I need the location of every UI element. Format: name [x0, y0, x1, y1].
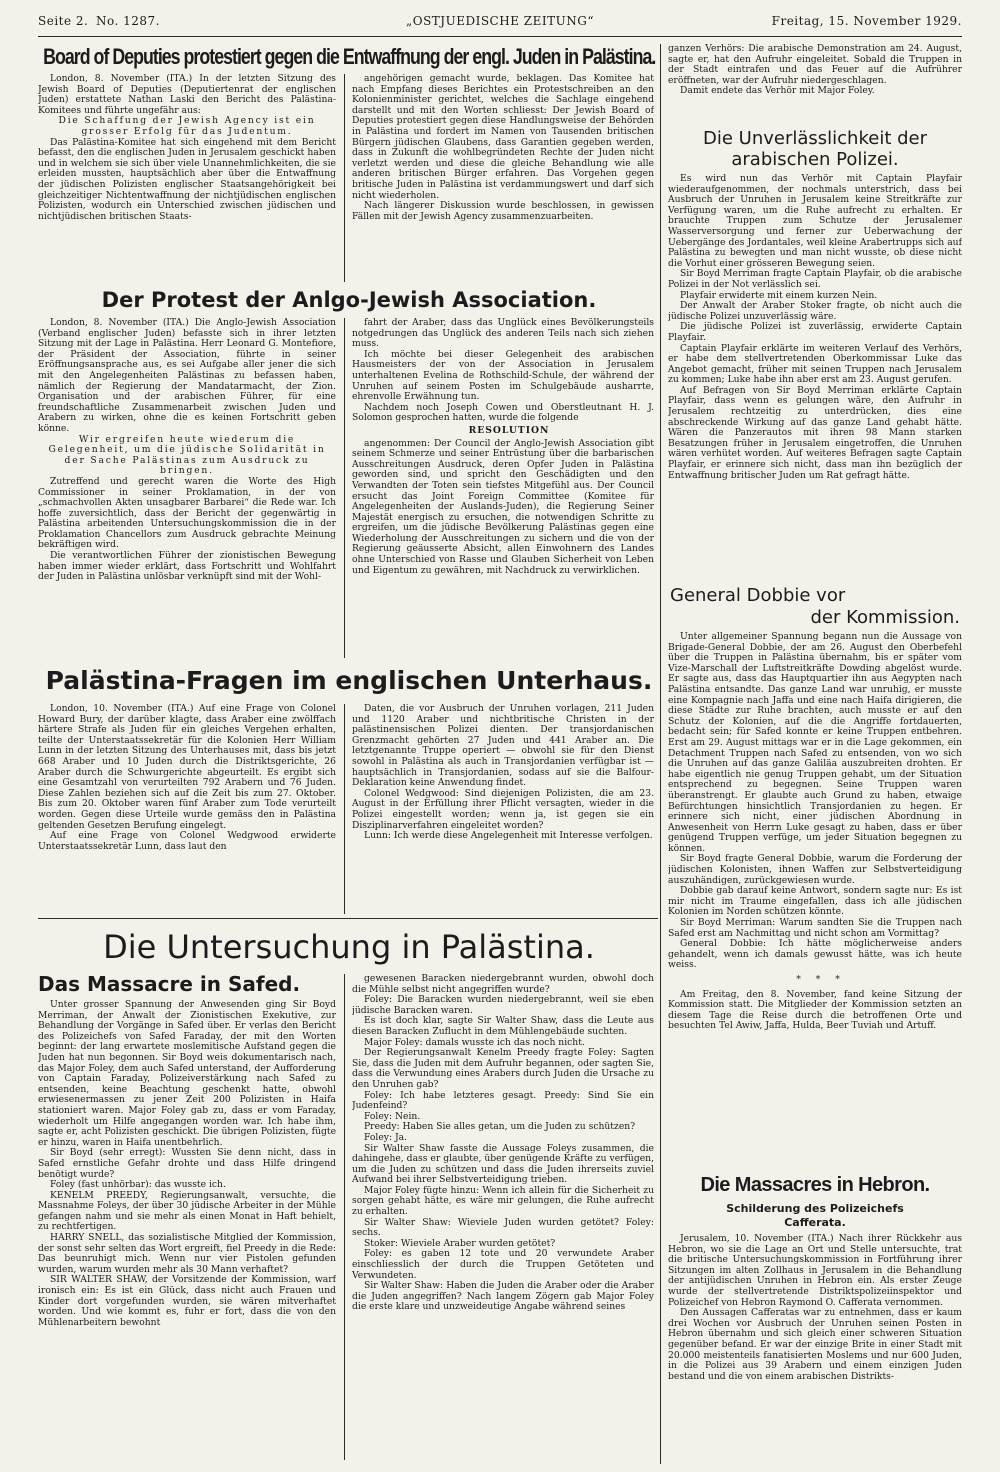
paragraph: Foley: es gaben 12 tote und 20 verwundete Araber einschliesslich der durch die Truppen Getöteten und Verwundeten. — [352, 1248, 654, 1281]
paragraph: Unter grosser Spannung der Anwesenden ging Sir Boyd Merriman, der Anwalt der Zionistischen Exekutive, zur Behandlung der Vorgänge in Safed über. Er verlas den Bericht des Polizeichefs von Safed Faraday, der mit den Worten beginnt: der lang erwartete moslemitische Aufstand gegen die Juden hat nun begonnen. Sir Boyd weis dokumentarisch nach, das Major Foley, dem auch Safed unterstand, der Aufforderung von Captain Faraday, Polizeiverstärkung nach Safed zu entsenden, keine Beachtung geschenkt hatte, obwohl erwiesenermassen zu jener Zeit 200 Polizisten in Haifa stationiert waren. Major Foley gab zu, dass er vom Faraday, wiederholt um Hilfe angegangen worden war. Ich habe ihm, sagte er, acht Polizisten geschickt. Die übrigen Polizisten, fügte er hinzu, waren in Haifa unentbehrlich. — [38, 1000, 336, 1148]
header-rule — [38, 36, 962, 37]
section-dots: * * * — [796, 974, 846, 985]
paragraph: Auf Befragen von Sir Boyd Merriman erklärte Captain Playfair, dass wenn es gelungen wäre, den Aufruhr in Jerusalem rechtzeitig zu unterdrücken, dies eine abschreckende Wirkung auf das ganze Land gehabt hätte. Wären die Panzerautos mit ihren 98 Mann starken Besatzungen früher in Jerusalem eingetroffen, die Unruhen wären verhütet worden. Auf weiteres Befragen sagte Captain Playfair, er erinnere sich nicht, dass man ihn bezüglich der Entwaffnung britischer Juden um Rat gefragt hätte. — [668, 384, 962, 481]
paragraph: Foley: Ich habe letzteres gesagt. Preedy: Sind Sie ein Judenfeind? — [352, 1089, 654, 1112]
paragraph: Dobbie gab darauf keine Antwort, sondern sagte nur: Es ist mir nicht im Traume eingefallen, dass ich alle jüdischen Kolonien im Norden schützen könnte. — [668, 885, 962, 918]
subhead-hebron-2: Cafferata. — [784, 1216, 846, 1229]
paragraph: Sir Walter Shaw: Wieviele Juden wurden getötet? Foley: sechs. — [352, 1216, 654, 1239]
article1-col2 — [352, 74, 654, 282]
column-rule-a3 — [344, 704, 345, 914]
right-body3 — [668, 632, 962, 1116]
article3-col2 — [352, 704, 654, 914]
paragraph: Sir Boyd Merriman: Warum sandten Sie die Truppen nach Safed erst am Nachmittag und nicht schon am Vormittag? — [668, 917, 962, 939]
paragraph: gewesenen Baracken niedergebrannt wurden, obwohl doch die Mühle selbst nicht angegriffen wurde? — [352, 974, 654, 995]
article4-col2 — [352, 974, 654, 1464]
column-rule-a1 — [344, 74, 345, 282]
right-body5 — [668, 1234, 962, 1464]
paragraph: Lunn: Ich werde diese Angelegenheit mit Interesse verfolgen. — [364, 830, 653, 842]
paragraph: Es wird nun das Verhör mit Captain Playfair wiederaufgenommen, der nochmals unterstrich, dass bei Ausbruch der Unruhen in Jerusalem keine Streitkräfte zur Verfügung waren, um die Ruhe aufrecht zu erhalten. Er brauchte Truppen zum Schutze der Jerusalemer Wasserversorgung und ferner zur Ueberwachung der Uebergänge des Jordantales, weil kleine Arabertrupps sich auf Palästina zu bewegten und man nicht wusste, ob diese nicht die Vorhut einer grösseren Bewegung seien. — [668, 174, 962, 269]
subhead-safed: Das Massacre in Safed. — [38, 972, 301, 996]
paragraph: Es ist doch klar, sagte Sir Walter Shaw, dass die Leute aus diesen Baracken Zuflucht in dem Mühlengebäude suchten. — [352, 1015, 654, 1037]
paragraph: Major Foley: damals wusste ich das noch nicht. — [364, 1036, 585, 1048]
paragraph: Nach längerer Diskussion wurde beschlossen, in gewissen Fällen mit der Jewish Agency zusammenzuarbeiten. — [352, 200, 654, 222]
paragraph: HARRY SNELL, das sozialistische Mitglied der Kommission, der sonst sehr selten das Wort ergreift, fiel Preedy in die Rede: Das beunruhigt mich. Wenn nur vier Pistolen gefunden wurden, warum wurden mehr als 30 Mann verhaftet? — [38, 1232, 336, 1275]
paragraph: Jerusalem, 10. November (ITA.) Nach ihrer Rückkehr aus Hebron, wo sie die Lage an Ort und Stelle untersuchte, trat die britische Untersuchungskommission in Fortführung ihrer Sitzungen im alten Zollhaus in Jerusalem in die Behandlung der antijüdischen Unruhen in Hebron ein. Als erster Zeuge wurde der stellvertretende Distriktspolizeiinspektor und Polizeichef von Hebron Raymond O. Cafferata vernommen. — [668, 1234, 962, 1308]
column-rule-a2 — [344, 318, 345, 658]
headline-anglo-jewish: Der Protest der Anlgo-Jewish Association. — [101, 288, 597, 312]
paragraph: Sir Boyd Merriman fragte Captain Playfair, ob die arabische Polizei in der Not verlässlich sei. — [668, 268, 962, 290]
paragraph: fahrt der Araber, dass das Unglück eines Bevölkerungsteils notgedrungen das Unglück des anderen Teils nach sich ziehen muss. — [352, 318, 654, 350]
paragraph: Preedy: Haben Sie alles getan, um die Juden zu schützen? — [364, 1121, 636, 1133]
headline-unterhaus: Palästina-Fragen im englischen Unterhaus. — [45, 666, 653, 695]
paragraph: Den Aussagen Cafferatas war zu entnehmen, dass er kaum drei Wochen vor Ausbruch der Unruhen seinen Posten in Hebron übernahm und sich gleich einer schweren Situation gegenüber befand. Er war der einzige Brite in einer Stadt mit 20.000 meistenteils fanatisierten Moslems und nur 600 Juden, in die Polizei aus 39 Arabern und einem einzigen Juden bestand und die von einem arabischen Distrikts- — [668, 1307, 962, 1382]
paragraph: Die verantwortlichen Führer der zionistischen Bewegung haben immer wieder erklärt, dass Fortschritt und Wohlfahrt der Juden in Palästina unlösbar verknüpft sind mit der Wohl- — [38, 550, 336, 583]
paragraph: Colonel Wedgwood: Sind diejenigen Polizisten, die am 23. August in der Erfüllung ihrer Pflicht versagten, wieder in die Polizei eingestellt worden; wenn ja, ist gegen sie ein Disziplinarverfahren eingeleitet worden? — [352, 787, 654, 831]
headline-board-of-deputies: Board of Deputies protestiert gegen die Entwaffnung der engl. Juden in Palästina. — [42, 44, 656, 69]
paragraph: Auf eine Frage von Colonel Wedgwood erwiderte Unterstaatssekretär Lunn, dass laut den — [38, 830, 336, 852]
paragraph: Der Regierungsanwalt Kenelm Preedy fragte Foley: Sagten Sie, dass die Juden mit dem Aufruhr begannen, oder sagten Sie, dass die Verwundung eines Arabers durch Juden die Ursache zu den Unruhen gab? — [352, 1047, 654, 1090]
paragraph: Daten, die vor Ausbruch der Unruhen vorlagen, 211 Juden und 1120 Araber und nichtbritische Christen in der palästinensischen Polizei dienten. Der transjordanischen Grenzmacht gehörten 27 Juden und 441 Araber an. Die letztgenannte Truppe operiert — obwohl sie für den Dienst sowohl in Palästina als auch in Transjordanien verfügbar ist — hauptsächlich in Transjordanien, sodass auf sie die Balfour-Deklaration keine Anwendung findet. — [352, 704, 654, 789]
paragraph: Playfair erwiderte mit einem kurzen Nein. — [680, 289, 878, 301]
paragraph: Zutreffend und gerecht waren die Worte des High Commissioner in seiner Proklamation, in der von „schmachvollen Akten unsagbarer Barbarei“ die Rede war. Ich hoffe zuversichtlich, dass der Bericht der gegenwärtig in Palästina arbeitenden Untersuchungskommission die in der Proklamation Chancellors zum Ausdruck gebrachte Meinung bekräftigen wird. — [38, 475, 336, 551]
paragraph: Foley: Ja. — [364, 1131, 408, 1143]
paragraph: Sir Walter Shaw: Haben die Juden die Araber oder die Araber die Juden angegriffen? Nach langem Zögern gab Major Foley die erste klare und unzweideutige Angabe während seines — [352, 1280, 654, 1313]
paragraph: Der Anwalt der Araber Stoker fragte, ob nicht auch die jüdische Polizei unzuverlässig wäre. — [668, 300, 962, 322]
paragraph: Die jüdische Polizei ist zuverlässig, erwiderte Captain Playfair. — [668, 321, 962, 343]
paragraph: Major Foley fügte hinzu: Wenn ich allein für die Sicherheit zu sorgen gehabt hätte, es wäre mir gelungen, die Ruhe aufrecht zu erhalten. — [352, 1184, 654, 1218]
paragraph: angehörigen gemacht wurde, beklagen. Das Komitee hat nach Empfang dieses Berichtes ein Protestschreiben an den Kolonienminister gerichtet, welches die Sachlage eingehend darstellt und mit den Worten schliesst: Der Jewish Board of Deputies protestiert gegen diese Handlungsweise der Behörden in Palästina und fordert im Namen von Tausenden britischen Bürgern jüdischen Glaubens, dass Garantien gegeben werden, dass in Zukunft die wohlbegründeten Rechte der Juden nicht verletzt werden und diese die gleiche Behandlung wie alle anderen britischen Bürger erfahren. Das Vorgehen gegen britische Juden in Palästina ist verdammungswert und darf sich nicht wiederholen. — [352, 74, 654, 201]
paragraph: General Dobbie: Ich hätte möglicherweise anders gehandelt, wenn ich damals gewusst hätte, was ich heute weiss. — [668, 938, 962, 971]
paragraph: Stoker: Wieviele Araber wurden getötet? — [364, 1237, 556, 1249]
paragraph: London, 8. November (ITA.) Die Anglo-Jewish Association (Verband englischer Juden) befasste sich in ihrer letzten Sitzung mit der Lage in Palästina. Herr Leonard G. Montefiore, der Präsident der Association, führte in seiner Eröffnungsansprache aus, es sei Aufgabe aller jener die sich mit den Angelegenheiten Palästinas zu befassen haben, nämlich der Regierung der Mandatarmacht, der Zion. Organisation und der arabischen Führer, für eine freundschaftliche Zusammenarbeit zwischen Juden und Arabern zu wirken, ohne die es keinen Fortschritt geben könne. — [38, 318, 336, 434]
paragraph: London, 8. November (ITA.) In der letzten Sitzung des Jewish Board of Deputies (Deputiertenrat der englischen Juden) erstattete Nathan Laski den Bericht des Palästina-Komitees und führte ungefähr aus: — [38, 74, 336, 116]
paragraph: Die Schaffung der Jewish Agency ist ein grosser Erfolg für das Judentum. — [58, 115, 316, 137]
paragraph: Sir Boyd fragte General Dobbie, warum die Forderung der jüdischen Kolonisten, ihnen Waffen zur Selbstverteidigung auszuhändigen, zurückgewiesen wurde. — [668, 853, 962, 886]
column-rule-right — [660, 44, 661, 1464]
paragraph: Am Freitag, den 8. November, fand keine Sitzung der Kommission statt. Die Mitglieder der Kommission setzten an diesem Tage die Reise durch die betroffenen Orte und besuchten Tel Awiw, Jaffa, Hulda, Beer Tuviah und Artuff. — [668, 988, 962, 1032]
paragraph: London, 10. November (ITA.) Auf eine Frage von Colonel Howard Bury, der darüber klagte, dass Araber eine zwölffach härtere Strafe als Juden für ein gleiches Vergehen erhalten, teilte der Unterstaatssekretär für die Kolonien Herr William Lunn in der letzten Sitzung des Unterhauses mit, dass bis jetzt 668 Araber und 10 Juden durch die Distriktsgerichte, 26 Araber durch die Schwurgerichte abgeurteilt. Es ergibt sich eine Gesamtzahl von verurteilten 792 Arabern und 76 Juden. Diese Zahlen beziehen sich auf die Zeit bis zum 27. Oktober. Bis zum 20. Oktober waren fünf Araber zum Tode verurteilt worden. Gegen diese Urteile wurde gemäss den in Palästina geltenden Gesetzen Berufung eingelegt. — [38, 704, 336, 831]
paragraph: Foley: Nein. — [364, 1110, 421, 1122]
paragraph: Sir Walter Shaw fasste die Aussage Foleys zusammen, die dahingehe, dass er glaubte, über genügende Kräfte zu verfügen, um die Juden zu schützen und dass die Juden ihrerseits zuviel Aufwand bei ihrer Selbstverteidigung trieben. — [352, 1142, 654, 1186]
resolution-label: RESOLUTION — [468, 424, 550, 436]
article1-col1 — [38, 74, 336, 282]
newspaper-title: „OSTJUEDISCHE ZEITUNG“ — [406, 14, 594, 28]
paragraph: ganzen Verhörs: Die arabische Demonstration am 24. August, sagte er, hat den Aufruhr eingeleitet. Sobald die Truppen in der Stadt eintrafen und das Feuer auf die Aufrührer eröffneten, war der Aufruhr niedergeschlagen. — [668, 44, 962, 86]
headline-dobbie-1: General Dobbie vor — [670, 585, 846, 606]
page-number: Seite 2. — [38, 14, 89, 28]
right-intro — [668, 44, 962, 126]
headline-untersuchung: Die Untersuchung in Palästina. — [103, 928, 595, 966]
paragraph: Ich möchte bei dieser Gelegenheit des arabischen Hausmeisters der von der Association in Jerusalem unterhaltenen Evelina de Rothschild-Schule, der während der Unruhen auf seinem Posten im Schulgebäude ausharrte, ehrenvolle Erwähnung tun. — [352, 348, 654, 403]
headline-unverlaesslichkeit: Die Unverlässlichkeit der arabischen Polizei. — [703, 128, 927, 170]
section-rule — [38, 918, 658, 919]
paragraph: Nachdem noch Joseph Cowen und Oberstleutnant H. J. Solomon gesprochen hatten, wurde die folgende — [352, 401, 654, 424]
paragraph: KENELM PREEDY, Regierungsanwalt, versuchte, die Massnahme Foleys, der über 30 jüdische Arbeiter in der Mühle gefangen nahm und sie mehr als einen Monat in Haft behielt, zu rechtfertigen. — [38, 1189, 336, 1233]
article2-col2 — [352, 318, 654, 658]
article2-col1 — [38, 318, 336, 658]
subhead-hebron-1: Schilderung des Polizeichefs — [726, 1202, 904, 1215]
paragraph: Das Palästina-Komitee hat sich eingehend mit dem Bericht befasst, den die englischen Juden in Jerusalem geschickt haben und in welchem sie sich über viele Unannehmlichkeiten, die sie erleiden mussten, hauptsächlich aber über die Entwaffnung der jüdischen Polizisten englischer Staatsangehörigkeit bei gleichzeitiger Nichtentwaffnung der nichtjüdischen englischen Polizisten, wodurch ein Unterschied zwischen jüdischen und nichtjüdischen britischen Staats- — [38, 136, 336, 222]
column-rule-a4 — [344, 974, 345, 1460]
paragraph: angenommen: Der Council der Anglo-Jewish Association gibt seinem Schmerze und seiner Entrüstung über die barbarischen Ausschreitungen Ausdruck, deren Opfer Juden in Palästina geworden sind, und spricht den Geschädigten und den Verwandten der Toten sein tiefstes Mitgefühl aus. Der Council ersucht das Joint Foreign Committee (Komitee für Angelegenheiten der Auslands-Juden), die Regierung Seiner Majestät energisch zu ersuchen, die notwendigen Schritte zu ergreifen, um die jüdische Bevölkerung Palästinas gegen eine Wiederholung der Ausschreitungen zu sichern und die von der Regierung geäusserte Absicht, allen Einwohnern des Landes ohne Unterschied von Rasse und Glauben Sicherheit von Leben und Eigentum zu gewähren, mit Nachdruck zu verwirklichen. — [352, 437, 654, 576]
paragraph: Unter allgemeiner Spannung begann nun die Aussage von Brigade-General Dobbie, der am 26. August den Oberbefehl über die Truppen in Palästina übernahm, bis er später vom Vize-Marschall der Luftstreitkräfte Dowding abgelöst wurde. Er sagte aus, dass das Hauptquartier ihn aus Aegypten nach Palästina entsandte. Das ganze Land war unruhig, er musste eine Kompagnie nach Jaffa und eine nach Haifa dirigieren, die diese Städte zur Ruhe brachten, auch musste er auf den Schutz der Kolonien, auf die die Angriffe fortdauerten, bedacht sein; für Safed konnte er keine Truppen entbehren. Erst am 29. August mittags war er in die Lage gekommen, ein Detachment Truppen nach Safed zu entsenden, von wo sich die Unruhen auf das ganze Galiläa auszubreiten drohten. Er habe eigentlich nie genug Truppen gehabt, um der Situation entsprechend zu begegnen. Seine Truppen waren überanstrengt. Er glaubte auch Grund zu haben, etwaige Befürchtungen hinsichtlich Transjordanien zu hegen. Er erinnere sich nicht, einer jüdischen Abordnung in Anwesenheit von Herrn Luke gesagt zu haben, dass er über genügend Truppen verfüge, um jeder Situation begegnen zu können. — [668, 632, 962, 854]
issue-date: Freitag, 15. November 1929. — [771, 14, 962, 28]
headline-hebron: Die Massacres in Hebron. — [700, 1174, 930, 1196]
article4-col1 — [38, 1000, 336, 1464]
paragraph: Wir ergreifen heute wiederum die Gelegenheit, um die jüdische Solidarität in der Sache Palästinas zum Ausdruck zu bringen. — [48, 433, 326, 477]
issue-number: No. 1287. — [96, 14, 160, 28]
paragraph: SIR WALTER SHAW, der Vorsitzende der Kommission, warf ironisch ein: Es ist ein Glück, dass nicht auch Frauen und Kinder dort vorgefunden wurden, sie wären mitverhaftet worden. Und wie kommt es, fuhr er fort, dass die von den Mühlenarbeitern bewohnt — [38, 1274, 336, 1328]
masthead — [38, 10, 962, 36]
paragraph: Foley (fast unhörbar): das wusste ich. — [50, 1179, 226, 1191]
right-body2 — [668, 174, 962, 578]
paragraph: Damit endete das Verhör mit Major Foley. — [680, 85, 875, 97]
paragraph: Sir Boyd (sehr erregt): Wussten Sie denn nicht, dass in Safed ernstliche Gefahr drohte und dass Hilfe dringend benötigt wurde? — [38, 1147, 336, 1180]
paragraph: Foley: Die Baracken wurden niedergebrannt, weil sie eben jüdische Baracken waren. — [352, 994, 654, 1016]
headline-dobbie-2: der Kommission. — [810, 607, 960, 628]
paragraph: Captain Playfair erklärte im weiteren Verlauf des Verhörs, er habe dem stellvertretenden Oberkommissar Luke das Angebot gemacht, früher mit seinen Truppen nach Jerusalem zu kommen; Luke habe ihn aber erst am 23. August gerufen. — [668, 342, 962, 386]
article3-col1 — [38, 704, 336, 914]
